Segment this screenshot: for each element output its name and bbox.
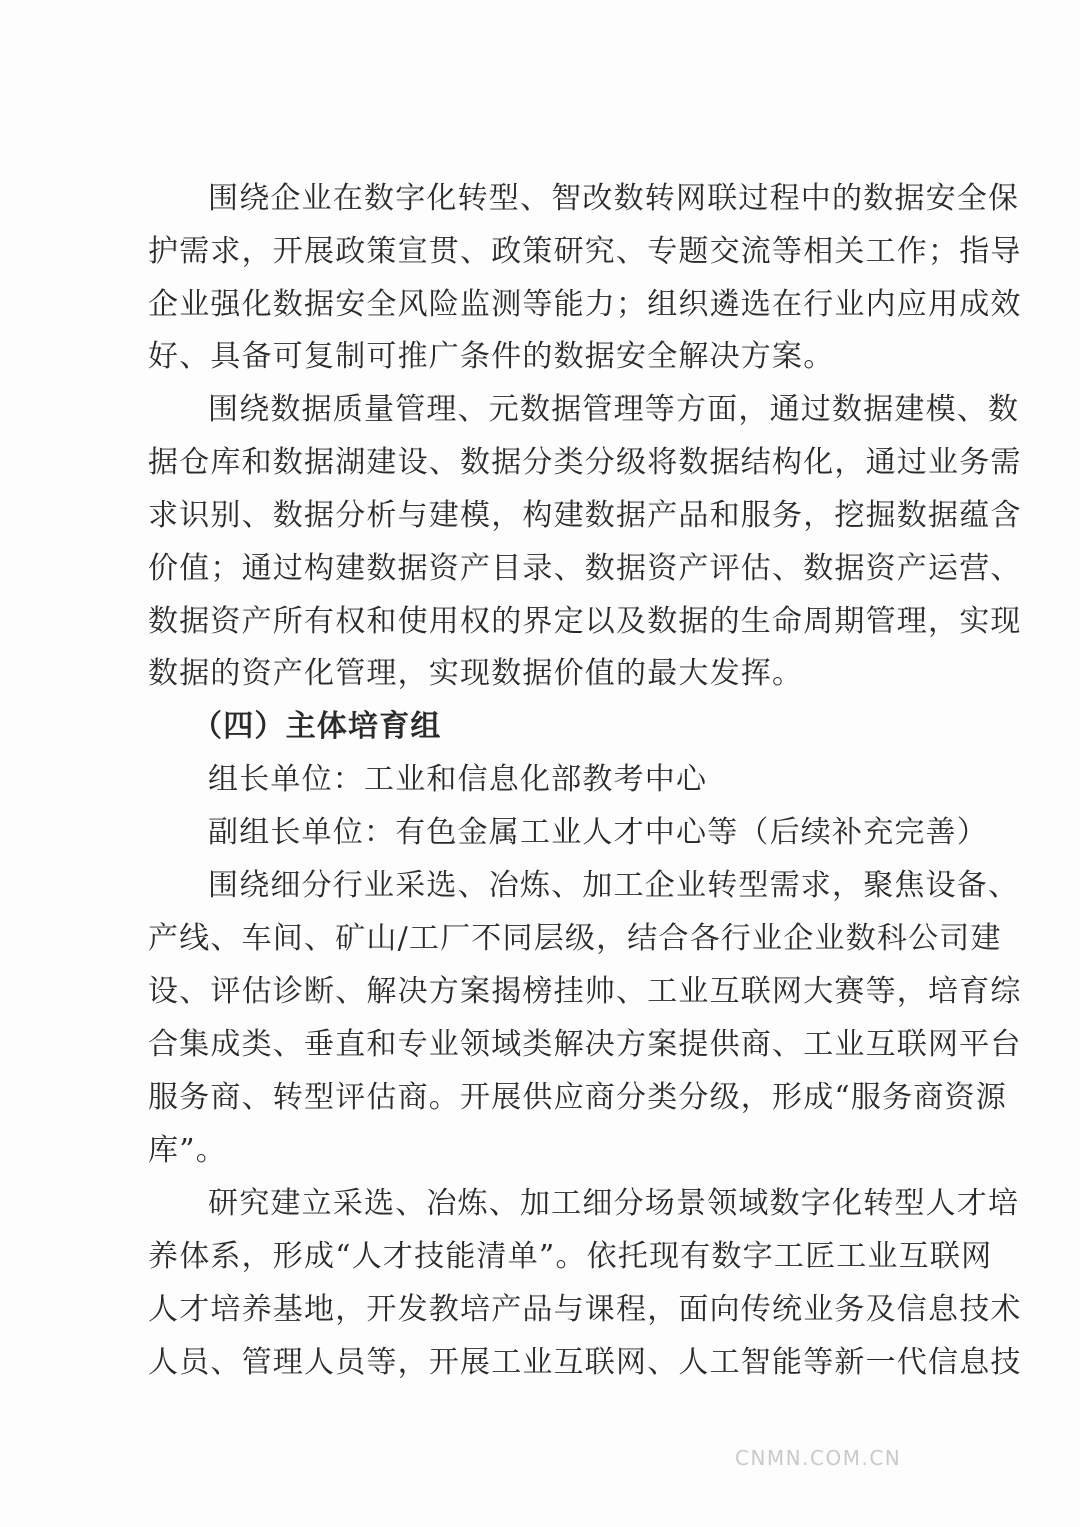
paragraph-2-line-6: 数据的资产化管理，实现数据价值的最大发挥。	[148, 656, 804, 691]
paragraph-4-line-1: 研究建立采选、冶炼、加工细分场景领域数字化转型人才培	[208, 1186, 1020, 1221]
paragraph-2-line-2: 据仓库和数据湖建设、数据分类分级将数据结构化，通过业务需	[148, 445, 1022, 480]
lead-unit: 组长单位：工业和信息化部教考中心	[208, 762, 708, 797]
paragraph-3-line-3: 设、评估诊断、解决方案揭榜挂帅、工业互联网大赛等，培育综	[148, 974, 1022, 1009]
paragraph-2-line-4: 价值；通过构建数据资产目录、数据资产评估、数据资产运营、	[148, 551, 1022, 586]
paragraph-3-line-1: 围绕细分行业采选、冶炼、加工企业转型需求，聚焦设备、	[208, 868, 1020, 903]
watermark: CNMN.COM.CN	[735, 1446, 902, 1470]
paragraph-1-line-2: 护需求，开展政策宣贯、政策研究、专题交流等相关工作；指导	[148, 234, 1022, 269]
paragraph-2-line-5: 数据资产所有权和使用权的界定以及数据的生命周期管理，实现	[148, 604, 1022, 639]
paragraph-2-line-1: 围绕数据质量管理、元数据管理等方面，通过数据建模、数	[208, 392, 1020, 427]
paragraph-1-line-1: 围绕企业在数字化转型、智改数转网联过程中的数据安全保	[208, 181, 1020, 216]
paragraph-3-line-6: 库”。	[148, 1133, 227, 1168]
paragraph-3-line-4: 合集成类、垂直和专业领域类解决方案提供商、工业互联网平台	[148, 1027, 1022, 1062]
paragraph-4-line-3: 人才培养基地，开发教培产品与课程，面向传统业务及信息技术	[148, 1292, 1022, 1327]
paragraph-4-line-2: 养体系，形成“人才技能清单”。依托现有数字工匠工业互联网	[148, 1239, 993, 1274]
paragraph-1-line-4: 好、具备可复制可推广条件的数据安全解决方案。	[148, 339, 835, 374]
paragraph-4-line-4: 人员、管理人员等，开展工业互联网、人工智能等新一代信息技	[148, 1345, 1022, 1380]
paragraph-3-line-5: 服务商、转型评估商。开展供应商分类分级，形成“服务商资源	[148, 1080, 1007, 1115]
paragraph-1-line-3: 企业强化数据安全风险监测等能力；组织遴选在行业内应用成效	[148, 287, 1022, 322]
paragraph-2-line-3: 求识别、数据分析与建模，构建数据产品和服务，挖掘数据蕴含	[148, 498, 1022, 533]
section-heading: （四）主体培育组	[192, 709, 442, 744]
deputy-unit: 副组长单位：有色金属工业人才中心等（后续补充完善）	[208, 815, 988, 850]
paragraph-3-line-2: 产线、车间、矿山/工厂不同层级，结合各行业企业数科公司建	[148, 921, 1002, 956]
